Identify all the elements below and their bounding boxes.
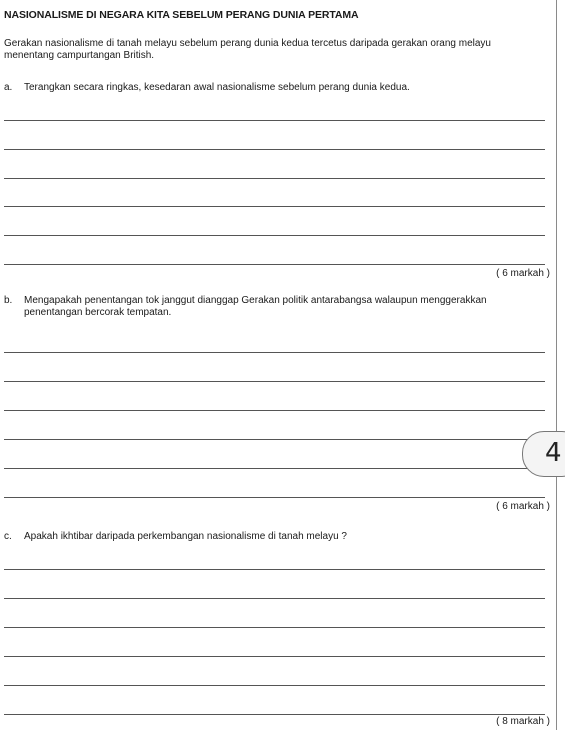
answer-line[interactable]: [4, 381, 545, 382]
question-text: Apakah ikhtibar daripada perkembangan nasionalisme di tanah melayu ?: [24, 531, 347, 542]
answer-line[interactable]: [4, 264, 545, 265]
question-letter: c.: [4, 531, 12, 542]
page-edge-rule: [556, 0, 557, 730]
question-c: [4, 531, 534, 543]
answer-line[interactable]: [4, 352, 545, 353]
page-number-tab: [522, 431, 565, 477]
answer-line[interactable]: [4, 714, 545, 715]
intro-paragraph: Gerakan nasionalisme di tanah melayu sebelum perang dunia kedua tercetus daripada gerakan orang melayu menentang campurtangan British.: [4, 38, 491, 61]
answer-line[interactable]: [4, 410, 545, 411]
answer-line[interactable]: [4, 149, 545, 150]
answer-line[interactable]: [4, 439, 545, 440]
page-title: NASIONALISME DI NEGARA KITA SEBELUM PERANG DUNIA PERTAMA: [4, 9, 359, 21]
question-a: [4, 82, 534, 94]
answer-line[interactable]: [4, 206, 545, 207]
marks-label: ( 8 markah ): [496, 716, 550, 727]
answer-line[interactable]: [4, 178, 545, 179]
question-b: [4, 295, 534, 319]
question-letter: b.: [4, 295, 13, 306]
answer-line[interactable]: [4, 120, 545, 121]
answer-line[interactable]: [4, 685, 545, 686]
answer-line[interactable]: [4, 235, 545, 236]
answer-line[interactable]: [4, 656, 545, 657]
answer-line[interactable]: [4, 497, 545, 498]
answer-line[interactable]: [4, 627, 545, 628]
marks-label: ( 6 markah ): [496, 268, 550, 279]
answer-line[interactable]: [4, 569, 545, 570]
page-number: 4: [545, 438, 562, 468]
question-letter: a.: [4, 82, 13, 93]
marks-label: ( 6 markah ): [496, 501, 550, 512]
question-text: Terangkan secara ringkas, kesedaran awal nasionalisme sebelum perang dunia kedua.: [24, 82, 410, 93]
answer-line[interactable]: [4, 468, 545, 469]
question-text: Mengapakah penentangan tok janggut dianggap Gerakan politik antarabangsa walaupun menggerakkan penentangan bercorak tempatan.: [24, 295, 487, 318]
answer-line[interactable]: [4, 598, 545, 599]
